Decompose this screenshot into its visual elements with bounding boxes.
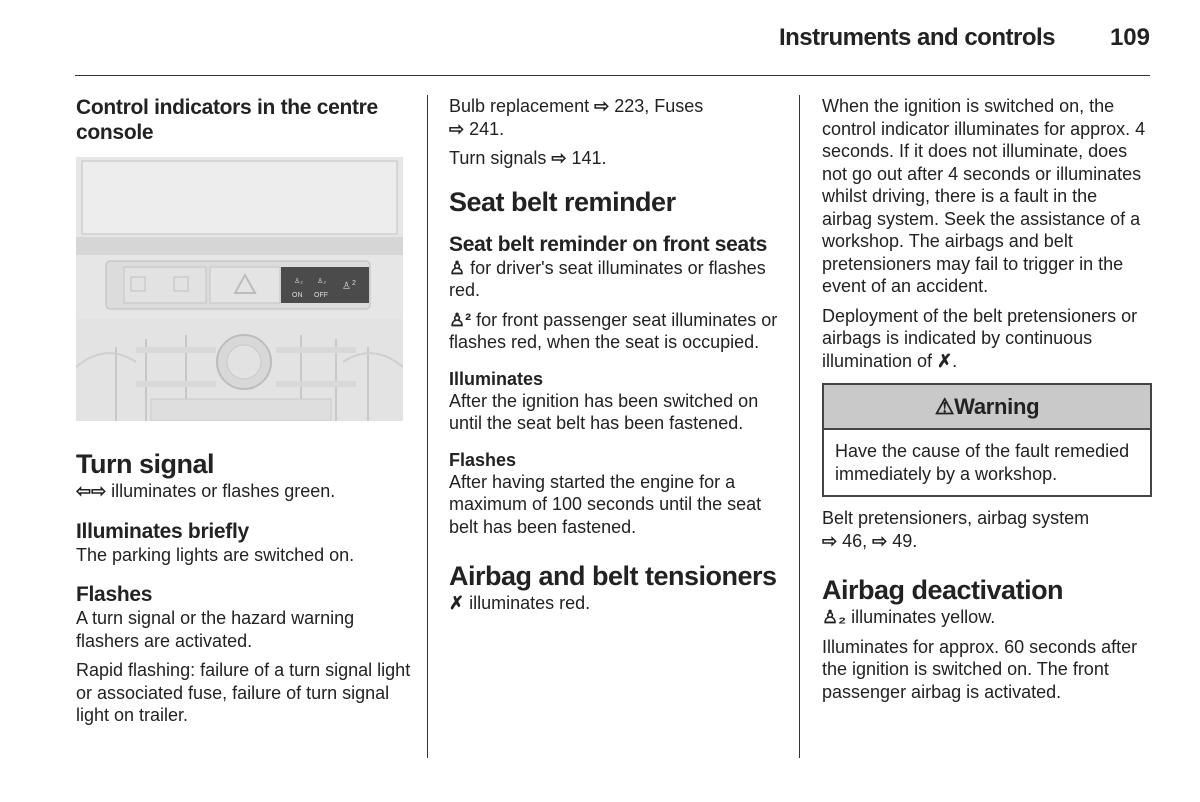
- console-heading: Control indicators in the centre console: [76, 96, 378, 144]
- deployment-end: .: [952, 350, 958, 371]
- flashes-title: Flashes: [76, 583, 153, 606]
- airbag-off-label: OFF: [314, 292, 328, 299]
- driver-seat-text: for driver's seat illuminates or flashes red.: [449, 257, 766, 300]
- warning-title: Warning: [954, 394, 1040, 419]
- console-figure: [76, 157, 403, 421]
- page-ref-arrow-icon: ⇨: [449, 118, 465, 139]
- bulb-replacement-ref: Bulb replacement: [449, 96, 595, 116]
- flashes-text: A turn signal or the hazard warning flashers are activated.: [76, 608, 355, 651]
- page-ref-arrow-icon: ⇨: [822, 530, 838, 551]
- warning-body: [824, 430, 1150, 495]
- seat-belt-reminder-title: Seat belt reminder: [449, 186, 676, 217]
- airbag-tensioners-text: illuminates red.: [464, 593, 591, 613]
- airbag-on-label: ON: [292, 292, 303, 299]
- column-3: [822, 95, 1152, 703]
- turn-signal-icon: ⇦⇨: [76, 481, 107, 501]
- turn-signal-intro: illuminates or flashes green.: [106, 481, 336, 501]
- airbag-deactivation-title: Airbag deactivation: [822, 575, 1064, 605]
- header-divider: [75, 75, 1150, 76]
- turn-signals-ref: Turn signals: [449, 148, 552, 168]
- column-2: [449, 95, 784, 615]
- turn-signal-title: Turn signal: [76, 449, 215, 479]
- illuminates-title: Illuminates: [449, 368, 544, 389]
- airbag-icon: ✗: [937, 350, 953, 371]
- column-divider-1: [427, 95, 428, 758]
- airbag-deactivation-detail: Illuminates for approx. 60 seconds after the ignition is switched on. The front passenger airbag is activated.: [822, 636, 1138, 702]
- turn-signals-ref-page: 141.: [566, 148, 607, 168]
- flashes-title: Flashes: [449, 449, 517, 470]
- fuses-ref-page: 241.: [464, 118, 505, 139]
- airbag-deactivation-text: illuminates yellow.: [846, 607, 996, 627]
- passenger-airbag-off-icon: ♙₂: [317, 278, 326, 285]
- warning-triangle-icon: ⚠: [934, 394, 955, 419]
- belt-ref-page-1: 46,: [837, 530, 873, 551]
- deployment-text: Deployment of the belt pretensioners or airbags is indicated by continuous illumination of: [822, 305, 1138, 371]
- console-illustration: [76, 157, 403, 421]
- illuminates-briefly-text: The parking lights are switched on.: [76, 544, 355, 565]
- hazard-button[interactable]: [210, 267, 280, 303]
- section-title: Instruments and controls: [778, 24, 1055, 51]
- warning-header: [824, 385, 1150, 430]
- ignition-text: When the ignition is switched on, the control indicator illuminates for approx. 4 seconds. If it does not illuminate, does not go out after 4 seconds or illuminates whilst driving, there is a fault in the airbag system. Seek the assistance of a workshop. The airbags and belt pretensioners may fail to trigger in the event of an accident.: [822, 96, 1146, 296]
- warning-text: Have the cause of the fault remedied immediately by a workshop.: [835, 441, 1130, 484]
- bulb-ref-page: 223, Fuses: [609, 96, 704, 116]
- illuminates-text: After the ignition has been switched on until the seat belt has been fastened.: [449, 390, 759, 433]
- passenger-airbag-icon: ♙₂: [822, 607, 847, 627]
- column-1: [76, 95, 411, 727]
- page-ref-arrow-icon: ⇨: [872, 530, 888, 551]
- front-seats-subtitle: Seat belt reminder on front seats: [449, 232, 768, 256]
- seatbelt-driver-icon: ♙: [449, 257, 466, 278]
- seatbelt-passenger-icon: ♙: [342, 281, 351, 292]
- page-ref-arrow-icon: ⇨: [551, 148, 567, 168]
- rapid-flashing-text: Rapid flashing: failure of a turn signal light or associated fuse, failure of turn signal light on trailer.: [76, 660, 411, 725]
- page-number: 109: [1109, 24, 1150, 51]
- seatbelt-sub-label: 2: [352, 280, 356, 287]
- belt-ref-text: Belt pretensioners, airbag system: [822, 508, 1090, 528]
- passenger-seat-text: for front passenger seat illuminates or flashes red, when the seat is occupied.: [449, 309, 778, 352]
- illuminates-briefly-title: Illuminates briefly: [76, 519, 249, 543]
- warning-box: [822, 383, 1152, 497]
- flashes-text: After having started the engine for a maximum of 100 seconds until the seat belt has been fastened.: [449, 471, 762, 537]
- seatbelt-passenger-icon: ♙²: [449, 309, 472, 330]
- column-divider-2: [799, 95, 800, 758]
- belt-ref-page-2: 49.: [887, 530, 918, 551]
- page-ref-arrow-icon: ⇨: [594, 96, 610, 116]
- passenger-airbag-on-icon: ♙₂: [294, 278, 303, 285]
- airbag-icon: ✗: [449, 593, 465, 613]
- airbag-tensioners-title: Airbag and belt tensioners: [449, 561, 777, 591]
